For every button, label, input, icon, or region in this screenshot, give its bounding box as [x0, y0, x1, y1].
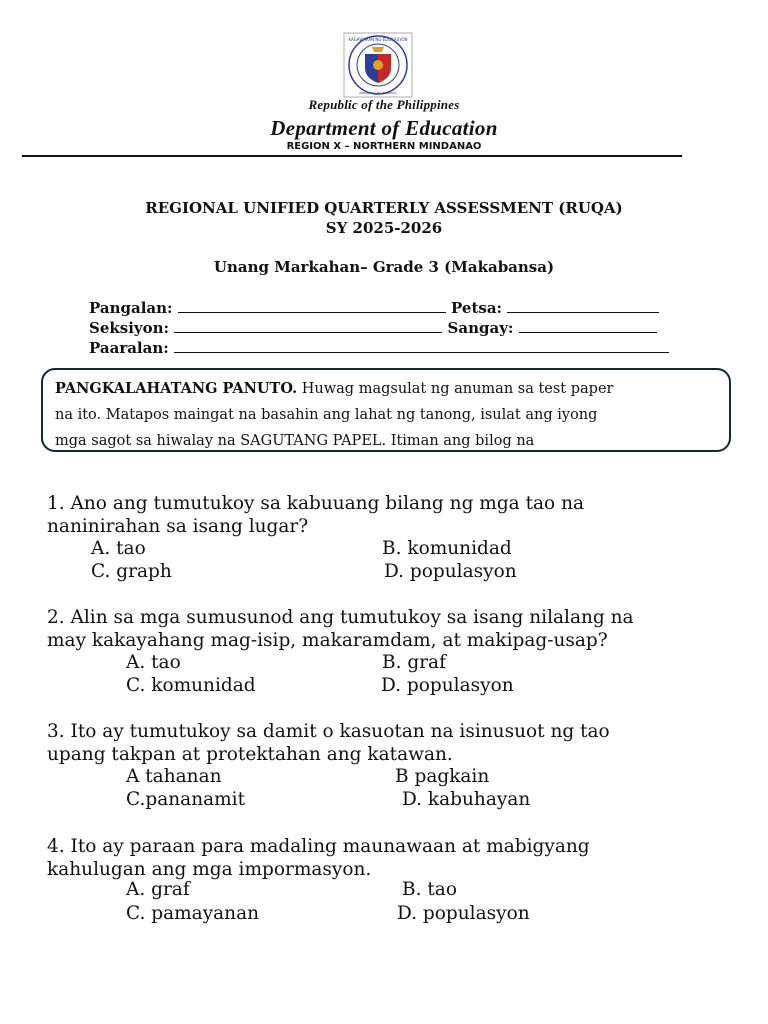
instructions-line-2: na ito. Matapos maingat na basahin ang lahat ng tanong, isulat ang iyong: [55, 407, 598, 423]
department-heading: Department of Education: [270, 116, 498, 140]
pangalan-label: Pangalan:: [89, 299, 173, 317]
question-2-option-a: A. tao: [126, 652, 181, 673]
question-4-option-c: C. pamayanan: [126, 903, 260, 924]
petsa-label: Petsa:: [451, 299, 503, 317]
assessment-title: REGIONAL UNIFIED QUARTERLY ASSESSMENT (RUQA): [145, 199, 623, 217]
question-2-line-1: 2. Alin sa mga sumusunod ang tumutukoy sa isang nilalang na: [47, 607, 634, 628]
field-row-2: [89, 318, 657, 337]
question-3-option-d: D. kabuhayan: [402, 789, 531, 810]
seal-text-top: KAGAWARAN NG EDUKASYON: [348, 37, 408, 42]
school-year: SY 2025-2026: [325, 219, 443, 237]
sangay-blank[interactable]: [519, 318, 657, 333]
question-2-line-2: may kakayahang mag-isip, makaramdam, at makipag-usap?: [47, 630, 608, 651]
question-3-option-a: A tahanan: [126, 766, 222, 787]
paaralan-blank[interactable]: [174, 338, 669, 353]
republic-heading: Republic of the Philippines: [308, 97, 460, 112]
question-2: [47, 606, 634, 652]
question-4-line-2: kahulugan ang mga impormasyon.: [47, 859, 372, 880]
quarter-grade-subject: Unang Markahan– Grade 3 (Makabansa): [213, 258, 555, 276]
question-1-line-2: naninirahan sa isang lugar?: [47, 516, 309, 537]
question-4-line-1: 4. Ito ay paraan para madaling maunawaan at mabigyang: [47, 836, 590, 857]
question-1-option-d: D. populasyon: [384, 561, 517, 582]
question-1-option-a: A. tao: [91, 538, 146, 559]
question-4-option-a: A. graf: [126, 879, 190, 900]
petsa-blank[interactable]: [507, 298, 659, 313]
question-1-option-c: C. graph: [91, 561, 172, 582]
question-1-line-1: 1. Ano ang tumutukoy sa kabuuang bilang ng mga tao na: [47, 493, 585, 514]
question-2-option-d: D. populasyon: [381, 675, 514, 696]
paaralan-label: Paaralan:: [89, 339, 169, 357]
sangay-label: Sangay:: [447, 319, 514, 337]
question-4: [47, 835, 590, 881]
pangalan-blank[interactable]: [178, 298, 446, 313]
deped-seal-logo: [343, 32, 413, 98]
question-3-option-b: B pagkain: [395, 766, 490, 787]
question-3-line-1: 3. Ito ay tumutukoy sa damit o kasuotan na isinusuot ng tao: [47, 721, 610, 742]
instructions-label: PANGKALAHATANG PANUTO.: [55, 380, 298, 397]
question-1-option-b: B. komunidad: [382, 538, 512, 559]
question-3-option-c: C.pananamit: [126, 789, 246, 810]
question-1: [47, 492, 584, 538]
header-divider: [22, 155, 682, 157]
instructions-line-3: mga sagot sa hiwalay na SAGUTANG PAPEL. Itiman ang bilog na: [55, 433, 535, 449]
field-row-1: [89, 298, 659, 317]
seal-text-bottom: REPUBLIKA NG PILIPINAS: [359, 91, 397, 95]
seksiyon-blank[interactable]: [174, 318, 442, 333]
instructions-text: [55, 376, 723, 454]
question-2-option-b: B. graf: [382, 652, 446, 673]
question-3: [47, 720, 610, 766]
instructions-line-1: Huwag magsulat ng anuman sa test paper: [297, 381, 614, 397]
question-4-option-b: B. tao: [402, 879, 457, 900]
region-heading: REGION X – NORTHERN MINDANAO: [286, 141, 482, 152]
question-2-option-c: C. komunidad: [126, 675, 256, 696]
question-3-line-2: upang takpan at protektahan ang katawan.: [47, 744, 453, 765]
seksiyon-label: Seksiyon:: [89, 319, 170, 337]
question-4-option-d: D. populasyon: [397, 903, 530, 924]
field-row-3: [89, 338, 669, 357]
